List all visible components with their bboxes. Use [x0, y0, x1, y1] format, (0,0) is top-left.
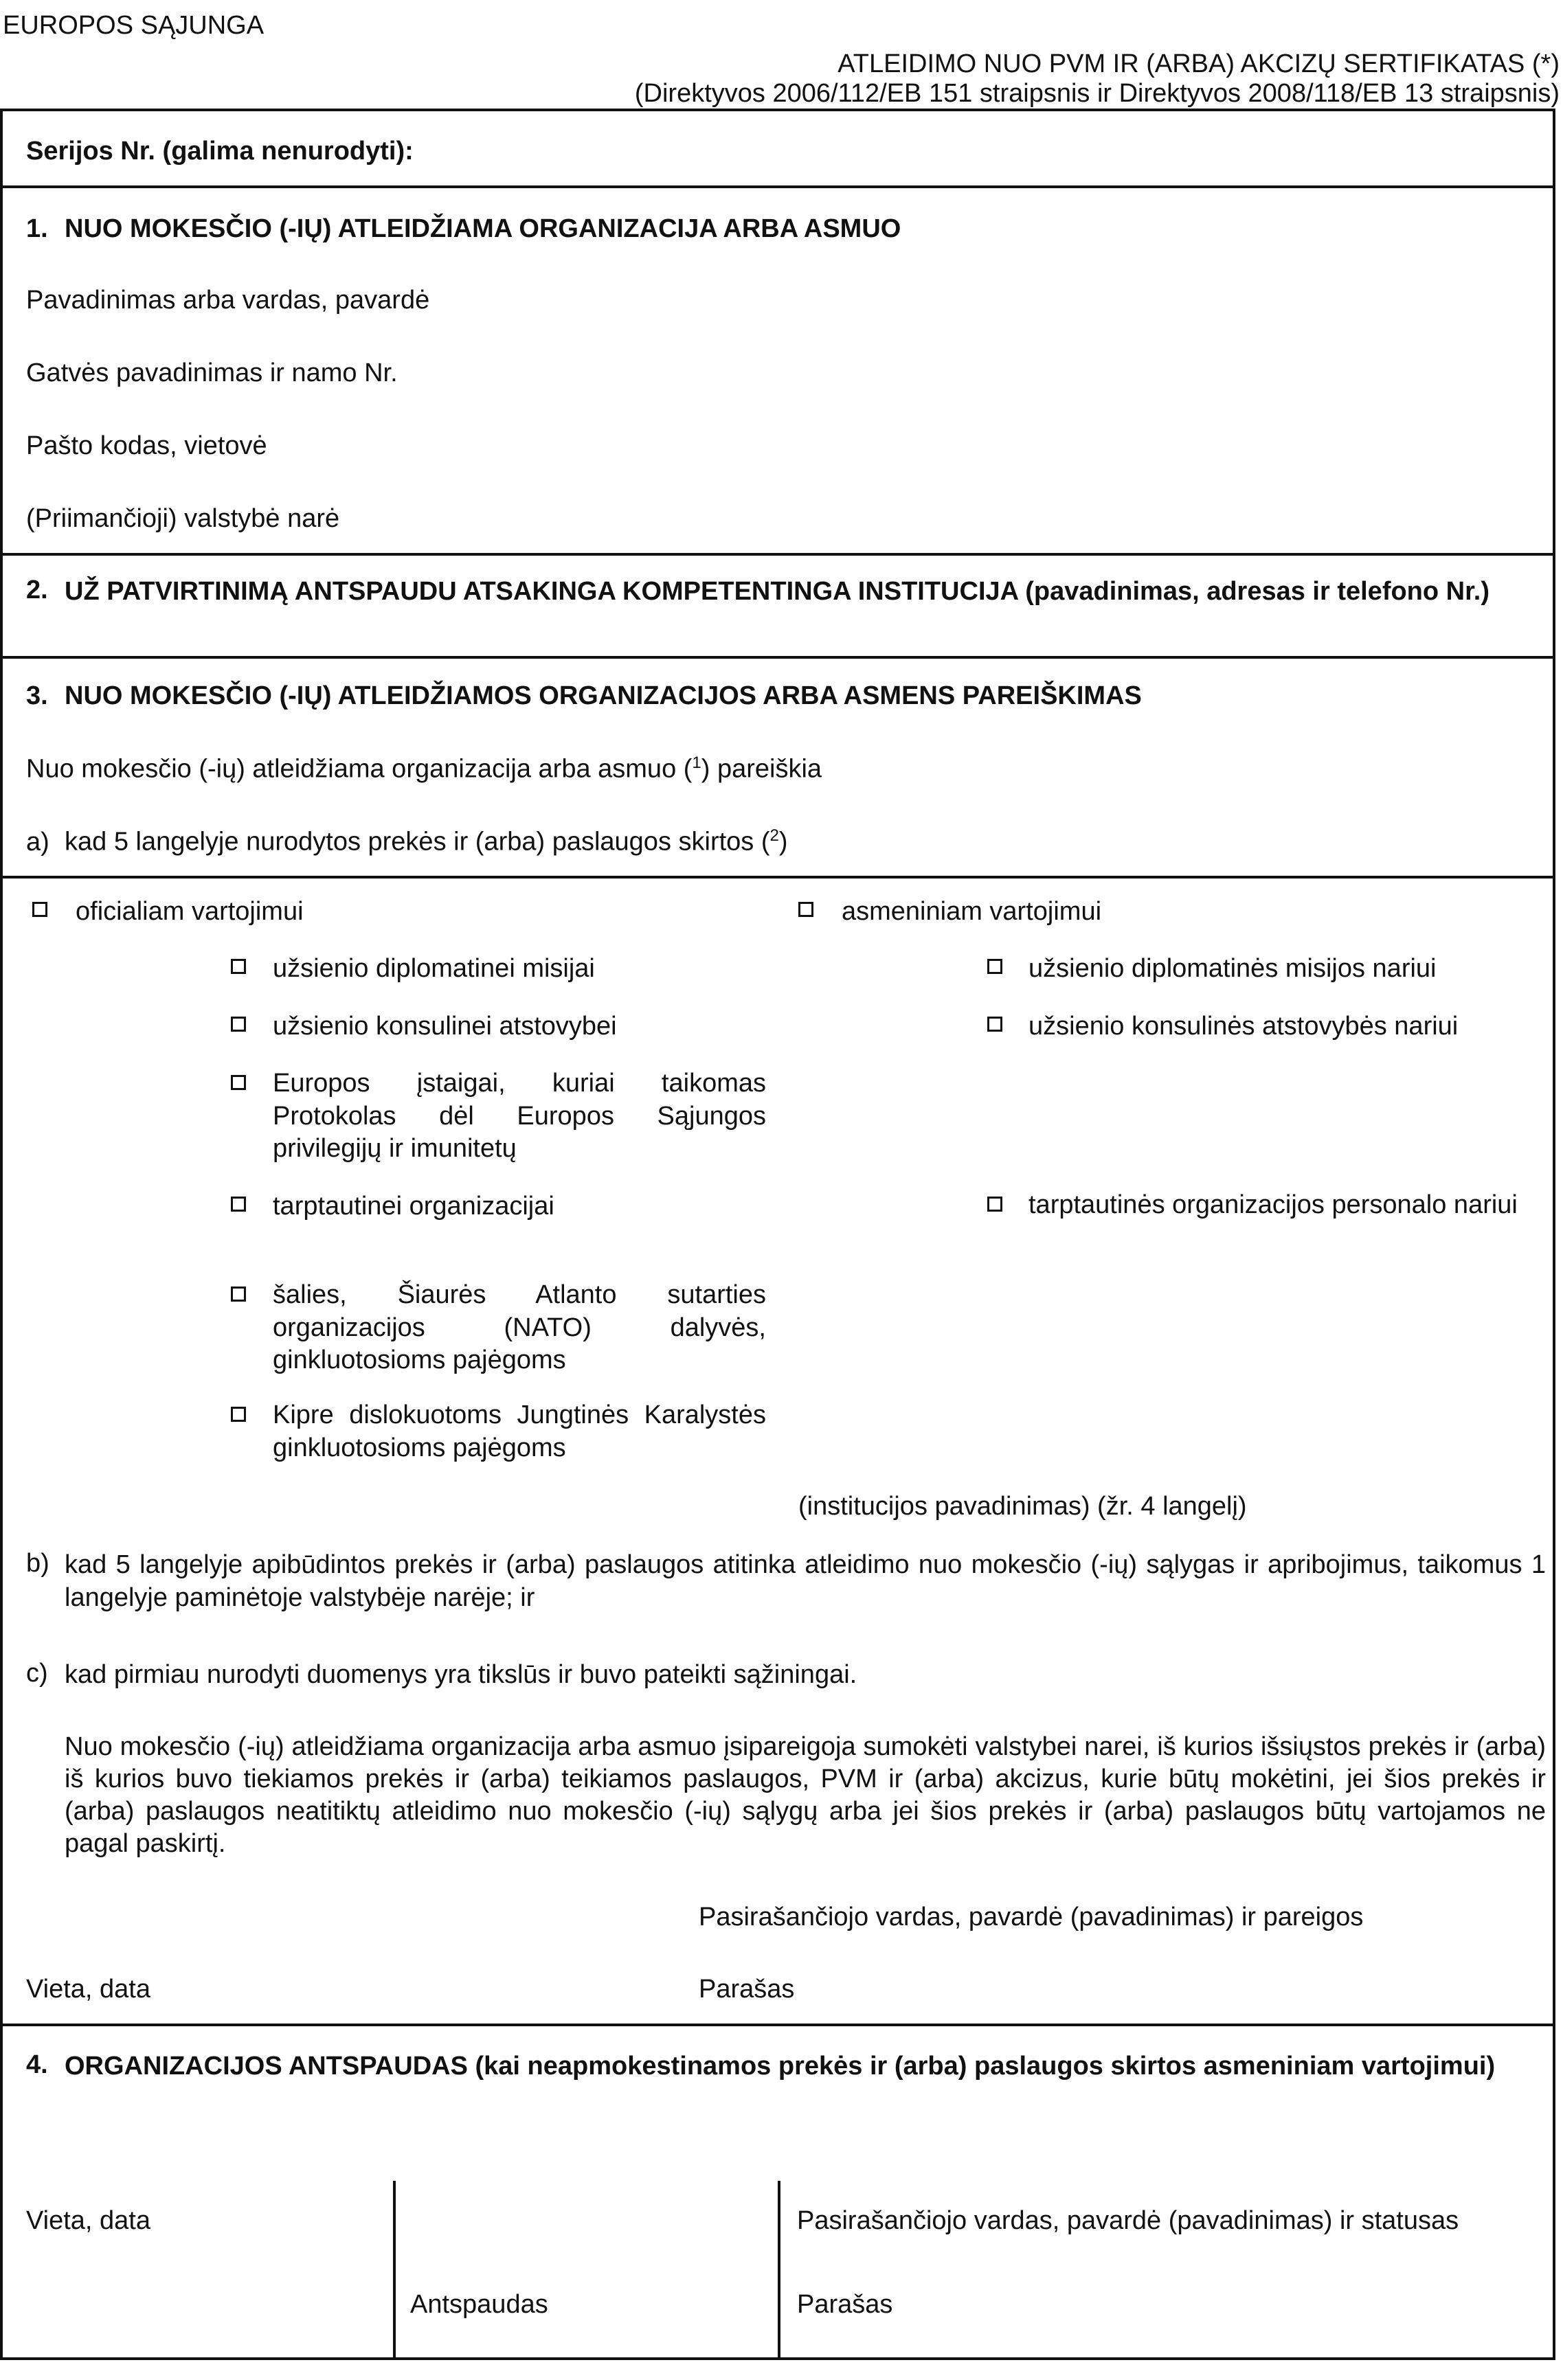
- section-1-number: 1.: [26, 214, 48, 243]
- divider: [0, 2024, 1555, 2026]
- nato-forces-checkbox[interactable]: [231, 1287, 246, 1302]
- divider: [0, 553, 1555, 556]
- s4-signature-field[interactable]: Parašas: [797, 2290, 893, 2319]
- item-a-end: ): [778, 827, 788, 857]
- consular-post-checkbox[interactable]: [231, 1017, 246, 1032]
- official-use-label: oficialiam vartojimui: [76, 897, 304, 926]
- footnote-ref-1: 1: [692, 753, 701, 772]
- s4-signatory-field[interactable]: Pasirašančiojo vardas, pavardė (pavadinimas) ir statusas: [797, 2206, 1459, 2235]
- intro-text-end: ) pareiškia: [701, 754, 822, 784]
- intro-text: Nuo mokesčio (-ių) atleidžiama organizacija arba asmuo (: [26, 754, 693, 784]
- nato-forces-label: šalies, Šiaurės Atlanto sutarties organizacijos (NATO) dalyvės, ginkluotosioms pajėgoms: [273, 1280, 766, 1374]
- divider: [0, 185, 1555, 188]
- consular-member-checkbox[interactable]: [987, 1017, 1002, 1032]
- personal-use-checkbox[interactable]: [798, 902, 813, 917]
- frame-right: [1553, 109, 1555, 2360]
- section-3-intro: [26, 753, 822, 786]
- stamp-column-right-divider: [778, 2181, 780, 2357]
- item-b: [26, 1549, 1546, 1618]
- international-org-label: tarptautinei organizacijai: [273, 1192, 554, 1221]
- european-body-checkbox[interactable]: [231, 1075, 246, 1090]
- diplomatic-mission-checkbox[interactable]: [231, 959, 246, 974]
- section-2-heading: [26, 576, 1546, 644]
- int-org-staff-checkbox[interactable]: [987, 1197, 1002, 1212]
- frame-left: [0, 109, 3, 2360]
- item-a: [26, 826, 788, 859]
- cyprus-uk-forces-label: Kipre dislokuotoms Jungtinės Karalystės ginkluotosioms pajėgoms: [273, 1401, 766, 1462]
- diplomatic-member-label: užsienio diplomatinės misijos nariui: [1028, 954, 1437, 983]
- section-1-heading: [26, 213, 901, 246]
- item-c-text: kad pirmiau nurodyti duomenys yra tikslūs ir buvo pateikti sąžiningai.: [65, 1660, 857, 1689]
- field-name[interactable]: Pavadinimas arba vardas, pavardė: [26, 286, 430, 315]
- place-date-field[interactable]: Vieta, data: [26, 1975, 151, 2004]
- field-member-state[interactable]: (Priimančioji) valstybė narė: [26, 504, 340, 533]
- cyprus-uk-forces-checkbox[interactable]: [231, 1407, 246, 1422]
- institution-name-field[interactable]: (institucijos pavadinimas) (žr. 4 langelį): [798, 1492, 1247, 1521]
- s4-place-date-field[interactable]: Vieta, data: [26, 2206, 151, 2235]
- european-body-label: Europos įstaigai, kuriai taikomas Protokolas dėl Europos Sąjungos privilegijų ir imunitetų: [273, 1069, 766, 1163]
- footnote-ref-2: 2: [769, 826, 779, 845]
- consular-member-label: užsienio konsulinės atstovybės nariui: [1028, 1012, 1459, 1041]
- frame-top: [0, 109, 1555, 111]
- signatory-name-field[interactable]: Pasirašančiojo vardas, pavardė (pavadinimas) ir pareigos: [699, 1903, 1364, 1931]
- diplomatic-mission-label: užsienio diplomatinei misijai: [273, 954, 595, 983]
- item-b-letter: b): [26, 1549, 49, 1578]
- personal-use-label: asmeniniam vartojimui: [842, 897, 1102, 926]
- item-a-text: kad 5 langelyje nurodytos prekės ir (arba) paslaugos skirtos (: [65, 827, 770, 857]
- divider: [0, 876, 1555, 879]
- item-c: [26, 1659, 1546, 1693]
- section-1-title: NUO MOKESČIO (-IŲ) ATLEIDŽIAMA ORGANIZACIJA ARBA ASMUO: [65, 214, 901, 243]
- int-org-staff-label: tarptautinės organizacijos personalo nariui: [1028, 1190, 1518, 1219]
- section-2-number: 2.: [26, 576, 48, 604]
- consular-post-label: užsienio konsulinei atstovybei: [273, 1012, 617, 1041]
- item-c-letter: c): [26, 1659, 48, 1688]
- section-3-title: NUO MOKESČIO (-IŲ) ATLEIDŽIAMOS ORGANIZACIJOS ARBA ASMENS PAREIŠKIMAS: [65, 681, 1142, 710]
- diplomatic-member-checkbox[interactable]: [987, 959, 1002, 974]
- serial-number-label: Serijos Nr. (galima nenurodyti):: [26, 137, 414, 166]
- divider: [0, 656, 1555, 659]
- section-4-number: 4.: [26, 2050, 48, 2079]
- official-use-checkbox[interactable]: [32, 902, 47, 917]
- section-4-heading: [26, 2050, 1546, 2119]
- section-3-number: 3.: [26, 681, 48, 710]
- section-2-title: UŽ PATVIRTINIMĄ ANTSPAUDU ATSAKINGA KOMPETENTINGA INSTITUCIJA (pavadinimas, adresas ir telefono Nr.): [65, 577, 1490, 606]
- s4-stamp-field[interactable]: Antspaudas: [410, 2290, 548, 2319]
- international-org-checkbox[interactable]: [231, 1197, 246, 1212]
- field-street[interactable]: Gatvės pavadinimas ir namo Nr.: [26, 359, 398, 387]
- signature-field[interactable]: Parašas: [699, 1975, 795, 2004]
- field-postcode[interactable]: Pašto kodas, vietovė: [26, 431, 267, 460]
- header-subtitle: (Direktyvos 2006/112/EB 151 straipsnis ir Direktyvos 2008/118/EB 13 straipsnis): [634, 79, 1560, 108]
- section-4-title: ORGANIZACIJOS ANTSPAUDAS (kai neapmokestinamos prekės ir (arba) paslaugos skirtos asmeniniam vartojimui): [65, 2052, 1496, 2081]
- stamp-column-left-divider: [393, 2181, 396, 2357]
- undertaking-text: Nuo mokesčio (-ių) atleidžiama organizacija arba asmuo įsipareigoja sumokėti valstybei narei, iš kurios išsiųstos prekės ir (arba) iš kurios buvo tiekiamos prekės ir (arba) teikiamos paslaugos, PVM ir (arba) akcizus, kurie būtų mokėtini, jei šios prekės ir (arba) paslaugos neatitiktų atleidimo nuo mokesčio (-ių) sąlygų arba jei šios prekės ir (arba) paslaugos būtų vartojamos ne pagal paskirtį.: [65, 1732, 1546, 1859]
- header-title: ATLEIDIMO NUO PVM IR (ARBA) AKCIZŲ SERTIFIKATAS (*): [837, 49, 1560, 78]
- frame-bottom: [0, 2357, 1555, 2360]
- item-a-letter: a): [26, 827, 49, 857]
- header-eu: EUROPOS SĄJUNGA: [3, 11, 265, 40]
- section-3-heading: [26, 680, 1142, 713]
- item-b-text: kad 5 langelyje apibūdintos prekės ir (arba) paslaugos atitinka atleidimo nuo mokesčio (-ių) sąlygas ir apribojimus, taikomus 1 langelyje paminėtoje valstybėje narėje; ir: [65, 1550, 1546, 1612]
